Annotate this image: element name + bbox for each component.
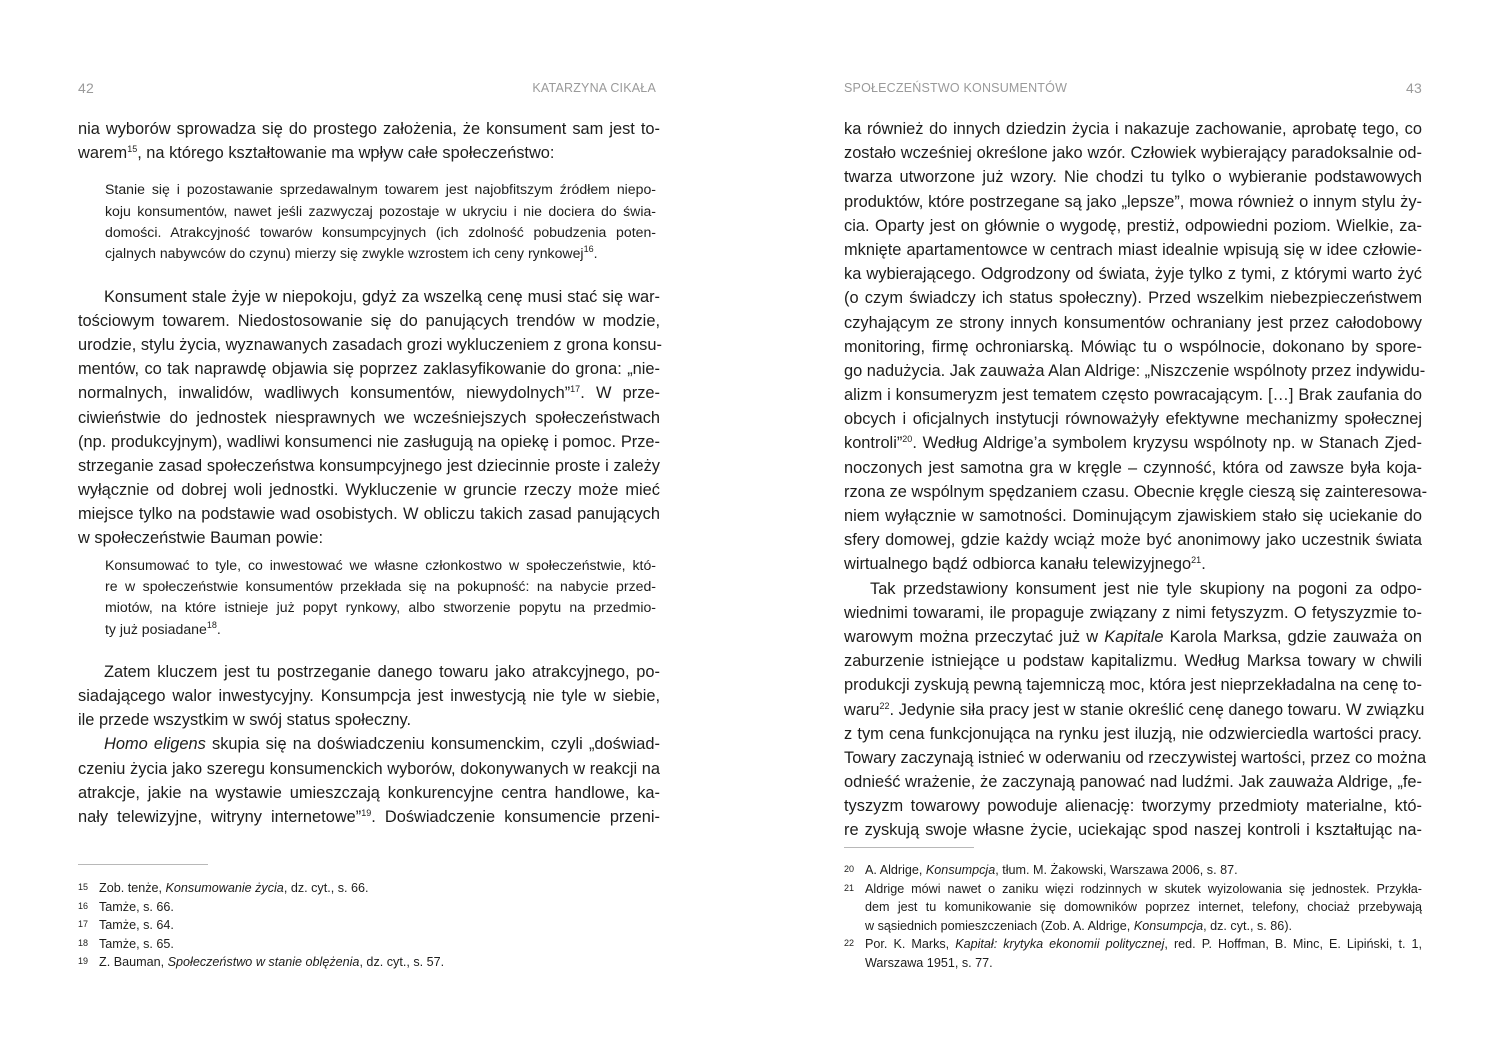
body-line [78, 502, 660, 526]
body-line [844, 431, 1422, 455]
body-line [78, 660, 660, 684]
footnote [844, 861, 1422, 880]
text-run: . [216, 620, 221, 637]
text-run: Stanie się i pozostawanie sprzedawalnym towarem jest najobfitszym źródłem niepo- [105, 181, 656, 198]
text-run: , tłum. M. Żakowski, Warszawa 2006, s. 87. [995, 863, 1238, 877]
text-run: rzona ze wspólnym spędzaniem czasu. Obecnie kręgle cieszą się zainteresowa- [844, 482, 1428, 501]
text-run: mknięte apartamentowce w centrach miast idealnie wpisują się w idee człowie- [844, 240, 1422, 259]
page-number: 42 [78, 80, 94, 96]
body-line [844, 698, 1425, 722]
text-run: (np. produkcyjnym), wadliwi konsumenci nie zasługują na opiekę i pomoc. Prze- [78, 432, 660, 451]
body-line [78, 309, 660, 333]
footnote-reference: 20 [902, 434, 913, 445]
footnote-reference: 17 [570, 384, 581, 395]
text-run: cjalnych nabywców do czynu) mierzy się zwykle wzrostem ich ceny rynkowej [105, 245, 584, 262]
footnote-reference: 19 [361, 807, 372, 818]
text-run: zostało wcześniej określone jako wzór. Człowiek wybierający paradoksalnie od- [844, 144, 1422, 163]
text-run: (o czym świadczy ich status społeczny). Przed wszelkim niebezpieczeństwem [844, 289, 1422, 308]
text-run: mentów, co tak naprawdę objawia się poprzez zaklasyfikowanie do grona: „nie- [78, 360, 660, 379]
body-line [78, 454, 660, 478]
text-run: ty już posiadane [105, 620, 207, 637]
footnote-line [99, 879, 660, 898]
footnote-text [99, 935, 660, 954]
quote-line [105, 243, 656, 264]
body-line [78, 285, 660, 309]
text-run: Tamże, s. 65. [99, 936, 174, 951]
footnote-reference: 22 [879, 700, 890, 711]
text-run: siadającego walor inwestycyjny. Konsumpcja jest inwestycją nie tyle w siebie, [78, 687, 660, 705]
footnote-separator [78, 864, 208, 865]
italic-term: Homo eligens [104, 735, 206, 754]
body-line [844, 794, 1422, 818]
text-run: Tak przedstawiony konsument jest nie tyle skupiony na pogoni za odpo- [870, 579, 1422, 598]
text-run: ka wybierającego. Odgrodzony od świata, żyje tylko z tymi, z którymi warto żyć [844, 265, 1422, 284]
footnote-line [99, 898, 660, 917]
body-line [844, 528, 1422, 552]
text-run: , red. P. Hoffman, B. Minc, E. Lipiński, t. 1, [1164, 937, 1422, 952]
paragraph-gap [78, 650, 660, 660]
body-line [78, 141, 660, 165]
italic-title: Konsumpcja [1133, 918, 1204, 933]
text-run: koju konsumentów, nawet jeśli zazwyczaj pozostaje w ukryciu i nie dociera do świa- [105, 202, 656, 219]
italic-title: Kapitale [1104, 627, 1164, 646]
body-line [844, 722, 1422, 746]
body-line [844, 673, 1422, 697]
quote-line [105, 555, 656, 576]
quote-line [105, 597, 656, 618]
text-run: skupia się na doświadczeniu konsumenckim, czyli „doświad- [205, 735, 661, 754]
footnote-text [99, 953, 660, 972]
footnote-reference: 15 [127, 144, 138, 155]
body-line [78, 333, 660, 357]
left-running-head [78, 80, 660, 98]
text-run: . W prze- [580, 384, 660, 403]
body-line [844, 117, 1422, 141]
text-run: atrakcje, jakie na wystawie umieszczają konkurencyjne centra handlowe, ka- [78, 783, 660, 802]
text-run: , na którego kształtowanie ma wpływ całe społeczeństwo: [137, 144, 555, 163]
body-line [844, 770, 1422, 794]
text-run: Towary zaczynają istnieć w oderwaniu od rzeczywistej wartości, przez co można [844, 748, 1427, 767]
footnote-number: 17 [78, 919, 89, 930]
right-running-head [844, 80, 1422, 98]
text-run: nały telewizyjne, witryny internetowe” [78, 807, 362, 826]
text-run: ciwieństwie do jednostek niesprawnych we wcześniejszych społeczeństwach [78, 408, 660, 427]
text-run: Tamże, s. 66. [99, 899, 174, 914]
quote-line [105, 619, 656, 640]
body-line [78, 805, 660, 829]
body-line [844, 407, 1422, 431]
footnote [78, 879, 660, 898]
footnote-number: 19 [78, 956, 89, 967]
footnote-line [865, 935, 1422, 954]
text-run: obcych i oficjalnych instytucji równoważyły efektywne mechanizmy społecznej [844, 410, 1422, 429]
text-run: . Jedynie siła pracy jest w stanie określić cenę danego towaru. W związku [889, 700, 1425, 719]
text-run: , dz. cyt., s. 86). [1203, 918, 1293, 933]
body-line [844, 286, 1422, 310]
text-run: alizm i konsumeryzm jest tematem często powracającym. […] Brak zaufania do [844, 386, 1422, 405]
text-run: odnieść wrażenie, że zaczynają panować nad ludźmi. Jak zauważa Aldrige, „fe- [844, 773, 1422, 792]
left-body-text [78, 117, 660, 829]
footnote-line [99, 953, 660, 972]
footnote [78, 953, 660, 972]
body-line [844, 311, 1422, 335]
body-line [844, 625, 1422, 649]
page-number: 43 [1406, 80, 1422, 96]
body-line [844, 262, 1422, 286]
quote-line [105, 576, 656, 597]
text-run: . Według Aldrige’a symbolem kryzysu wspólnoty np. w Stanach Zjed- [912, 434, 1422, 453]
text-run: twarza utworzone już wzory. Nie chodzi tu tylko o wybieranie podstawowych [844, 168, 1422, 187]
text-run: Aldrige mówi nawet o zaniku więzi rodzinnych w skutek wyizolowania się jednostek. Przykła- [865, 881, 1422, 896]
footnote [78, 935, 660, 954]
running-title: SPOŁECZEŃSTWO KONSUMENTÓW [844, 81, 1068, 95]
footnote [78, 898, 660, 917]
footnote-reference: 21 [1191, 555, 1202, 566]
text-run: ile przede wszystkim w swój status społeczny. [78, 711, 412, 730]
footnote-text [865, 935, 1422, 972]
italic-title: Konsumpcja [925, 863, 996, 877]
footnote-number: 18 [78, 937, 89, 948]
text-run: Por. K. Marks, [865, 937, 956, 952]
text-run: strzeganie zasad społeczeństwa konsumpcyjnego jest dziecinnie proste i zależy [78, 456, 660, 475]
footnote-number: 20 [844, 864, 855, 874]
text-run: urodzie, stylu życia, wyznawanych zasadach grozi wykluczeniem z grona konsu- [78, 335, 662, 354]
body-line [78, 406, 660, 430]
footnote [78, 916, 660, 935]
body-line [78, 357, 660, 381]
text-run: cia. Oparty jest on głównie o wygodę, prestiż, odpowiedni poziom. Wielkie, za- [844, 216, 1422, 235]
footnote [844, 880, 1422, 936]
text-run: sfery domowej, gdzie każdy wciąż może być anonimowy jako uczestnik świata [844, 531, 1422, 550]
footnote-separator [844, 847, 974, 848]
text-run: re w społeczeństwie konsumentów przekłada się na pokupność: na nabycie przed- [105, 577, 656, 594]
body-line [844, 141, 1422, 165]
text-run: czeniu życia jako szeregu konsumenckich wyborów, dokonywanych w reakcji na [78, 759, 660, 778]
body-line [844, 552, 1422, 576]
text-run: normalnych, inwalidów, wadliwych konsumentów, niewydolnych” [78, 384, 571, 403]
text-run: noczonych jest samotna gra w kręgle – czynność, która od zawsze była koja- [844, 458, 1422, 477]
footnote-text [99, 898, 660, 917]
text-run: Konsument stale żyje w niepokoju, gdyż za wszelką cenę musi stać się war- [104, 287, 660, 306]
body-line [844, 335, 1422, 359]
body-line [78, 430, 660, 454]
footnote-line [865, 880, 1422, 899]
body-line [844, 818, 1422, 842]
quote-line [105, 179, 656, 200]
text-run: nia wyborów sprowadza się do prostego założenia, że konsument sam jest to- [78, 120, 660, 138]
body-line [78, 478, 660, 502]
text-run: . Doświadczenie konsumencie przeni- [371, 807, 660, 826]
text-run: warem [78, 144, 128, 163]
body-line [78, 781, 660, 805]
text-run: tościowym towarem. Niedostosowanie się do panujących trendów w modzie, [78, 311, 660, 330]
text-run: Zatem kluczem jest tu postrzeganie danego towaru jako atrakcyjnego, po- [104, 662, 660, 681]
text-run: wiednimi towarami, ile propaguje związany z nimi fetyszyzm. O fetyszyzmie to- [844, 603, 1422, 622]
paragraph-gap [78, 640, 660, 650]
text-run: niem wyłącznie w samotności. Dominującym zjawiskiem stało się uciekanie do [844, 507, 1422, 525]
block-quote [78, 179, 660, 264]
text-run: . [593, 245, 598, 262]
text-run: w społeczeństwie Bauman powie: [78, 529, 324, 548]
text-run: Zob. tenże, [99, 881, 166, 895]
footnote-line [99, 935, 660, 954]
text-run: Karola Marksa, gdzie zauważa on [1163, 627, 1422, 646]
body-line [844, 456, 1422, 480]
body-line [844, 746, 1427, 770]
text-run: waru [844, 700, 880, 719]
right-body-text [844, 117, 1428, 843]
footnote-number: 22 [844, 938, 855, 949]
body-line [78, 381, 660, 405]
left-footnotes [78, 879, 660, 972]
text-run: go nadużycia. Jak zauważa Alan Aldrige: „Niszczenie wspólnoty przez indywidu- [844, 361, 1426, 380]
text-run: produktów, które postrzegane są jako „lepsze”, mowa również o innym stylu ży- [844, 192, 1422, 211]
text-run: Tamże, s. 64. [99, 918, 174, 933]
text-run: warowym można przeczytać już w [844, 627, 1105, 646]
footnote-text [99, 879, 660, 898]
text-run: kontroli” [844, 434, 903, 453]
right-footnotes [844, 861, 1422, 973]
text-run: wirtualnego bądź odbiorca kanału telewizyjnego [844, 555, 1192, 574]
body-line [78, 526, 660, 550]
text-run: . [1201, 555, 1206, 574]
paragraph-gap [78, 275, 660, 285]
paragraph-gap [78, 165, 660, 175]
text-run: , dz. cyt., s. 57. [359, 955, 445, 970]
footnote-text [865, 861, 1422, 880]
left-page [78, 0, 660, 1060]
footnote-reference: 16 [583, 244, 594, 255]
text-run: tyszyzm towarowy powoduje alienację: tworzymy przedmioty materialne, któ- [844, 797, 1422, 816]
italic-title: Kapitał: krytyka ekonomii politycznej [955, 937, 1165, 952]
text-run: A. Aldrige, [865, 863, 926, 877]
footnote [844, 935, 1422, 972]
body-line [844, 359, 1426, 383]
footnote-number: 16 [78, 900, 89, 911]
body-line [844, 165, 1422, 189]
text-run: dem jest tu komunikowanie się domowników poprzez internet, telefony, chociaż przebywają [865, 900, 1422, 915]
text-run: Z. Bauman, [99, 955, 168, 970]
body-line [844, 577, 1422, 601]
text-run: re zyskują swoje własne życie, uciekając spod naszej kontroli i kształtując na- [844, 821, 1422, 840]
footnote-reference: 18 [206, 619, 217, 630]
text-run: Warszawa 1951, s. 77. [865, 955, 993, 970]
text-run: ka również do innych dziedzin życia i nakazuje zachowanie, aprobatę tego, co [844, 120, 1422, 138]
quote-line [105, 201, 656, 222]
body-line [78, 757, 660, 781]
body-line [844, 383, 1422, 407]
body-line [78, 708, 660, 732]
text-run: Konsumować to tyle, co inwestować we własne członkostwo w społeczeństwie, któ- [105, 556, 656, 573]
body-line [78, 117, 660, 141]
body-line [844, 238, 1422, 262]
italic-title: Konsumowanie życia [165, 881, 284, 895]
right-page [844, 0, 1428, 1060]
text-run: monitoring, firmę ochroniarską. Mówiąc tu o wspólnocie, dokonano by spore- [844, 337, 1422, 356]
text-run: czyhającym ze strony innych konsumentów ochraniany jest przez całodobowy [844, 313, 1422, 332]
footnote-text [99, 916, 660, 935]
text-run: z tym cena funkcjonująca na rynku jest iluzją, nie odzwierciedla wartości pracy. [844, 724, 1422, 743]
text-run: wyłącznie od dobrej woli jednostki. Wykluczenie w gruncie rzeczy może mieć [78, 481, 660, 500]
text-run: zaburzenie istniejące u podstaw kapitalizmu. Według Marksa towary w chwili [844, 652, 1422, 671]
footnote-line [865, 898, 1422, 917]
body-line [78, 684, 660, 708]
body-line [844, 601, 1422, 625]
footnote-line [865, 861, 1422, 880]
footnote-number: 21 [844, 882, 855, 893]
footnote-line [865, 954, 1422, 973]
text-run: miotów, na które istnieje już popyt rynkowy, albo stworzenie popytu na przedmio- [105, 599, 656, 616]
body-line [78, 732, 660, 756]
text-run: miejsce tylko na podstawie wad osobistych. W obliczu takich zasad panujących [78, 505, 660, 524]
footnote-text [865, 880, 1422, 936]
paragraph-gap [78, 265, 660, 275]
body-line [844, 190, 1422, 214]
italic-title: Społeczeństwo w stanie oblężenia [167, 955, 360, 970]
body-line [844, 214, 1422, 238]
quote-line [105, 222, 656, 243]
text-run: produkcji zyskują pewną tajemniczą moc, która jest nieprzekładalna na cenę to- [844, 676, 1422, 695]
footnote-line [99, 916, 660, 935]
text-run: domości. Atrakcyjność towarów konsumpcyjnych (ich zdolność pobudzenia poten- [105, 223, 656, 240]
running-title: KATARZYNA CIKAŁA [532, 81, 656, 95]
body-line [844, 480, 1428, 504]
body-line [844, 504, 1422, 528]
body-line [844, 649, 1422, 673]
footnote-line [865, 917, 1422, 936]
text-run: , dz. cyt., s. 66. [283, 881, 369, 895]
block-quote [78, 555, 660, 640]
footnote-number: 15 [78, 882, 89, 892]
text-run: w sąsiednich pomieszczeniach (Zob. A. Aldrige, [865, 918, 1134, 933]
